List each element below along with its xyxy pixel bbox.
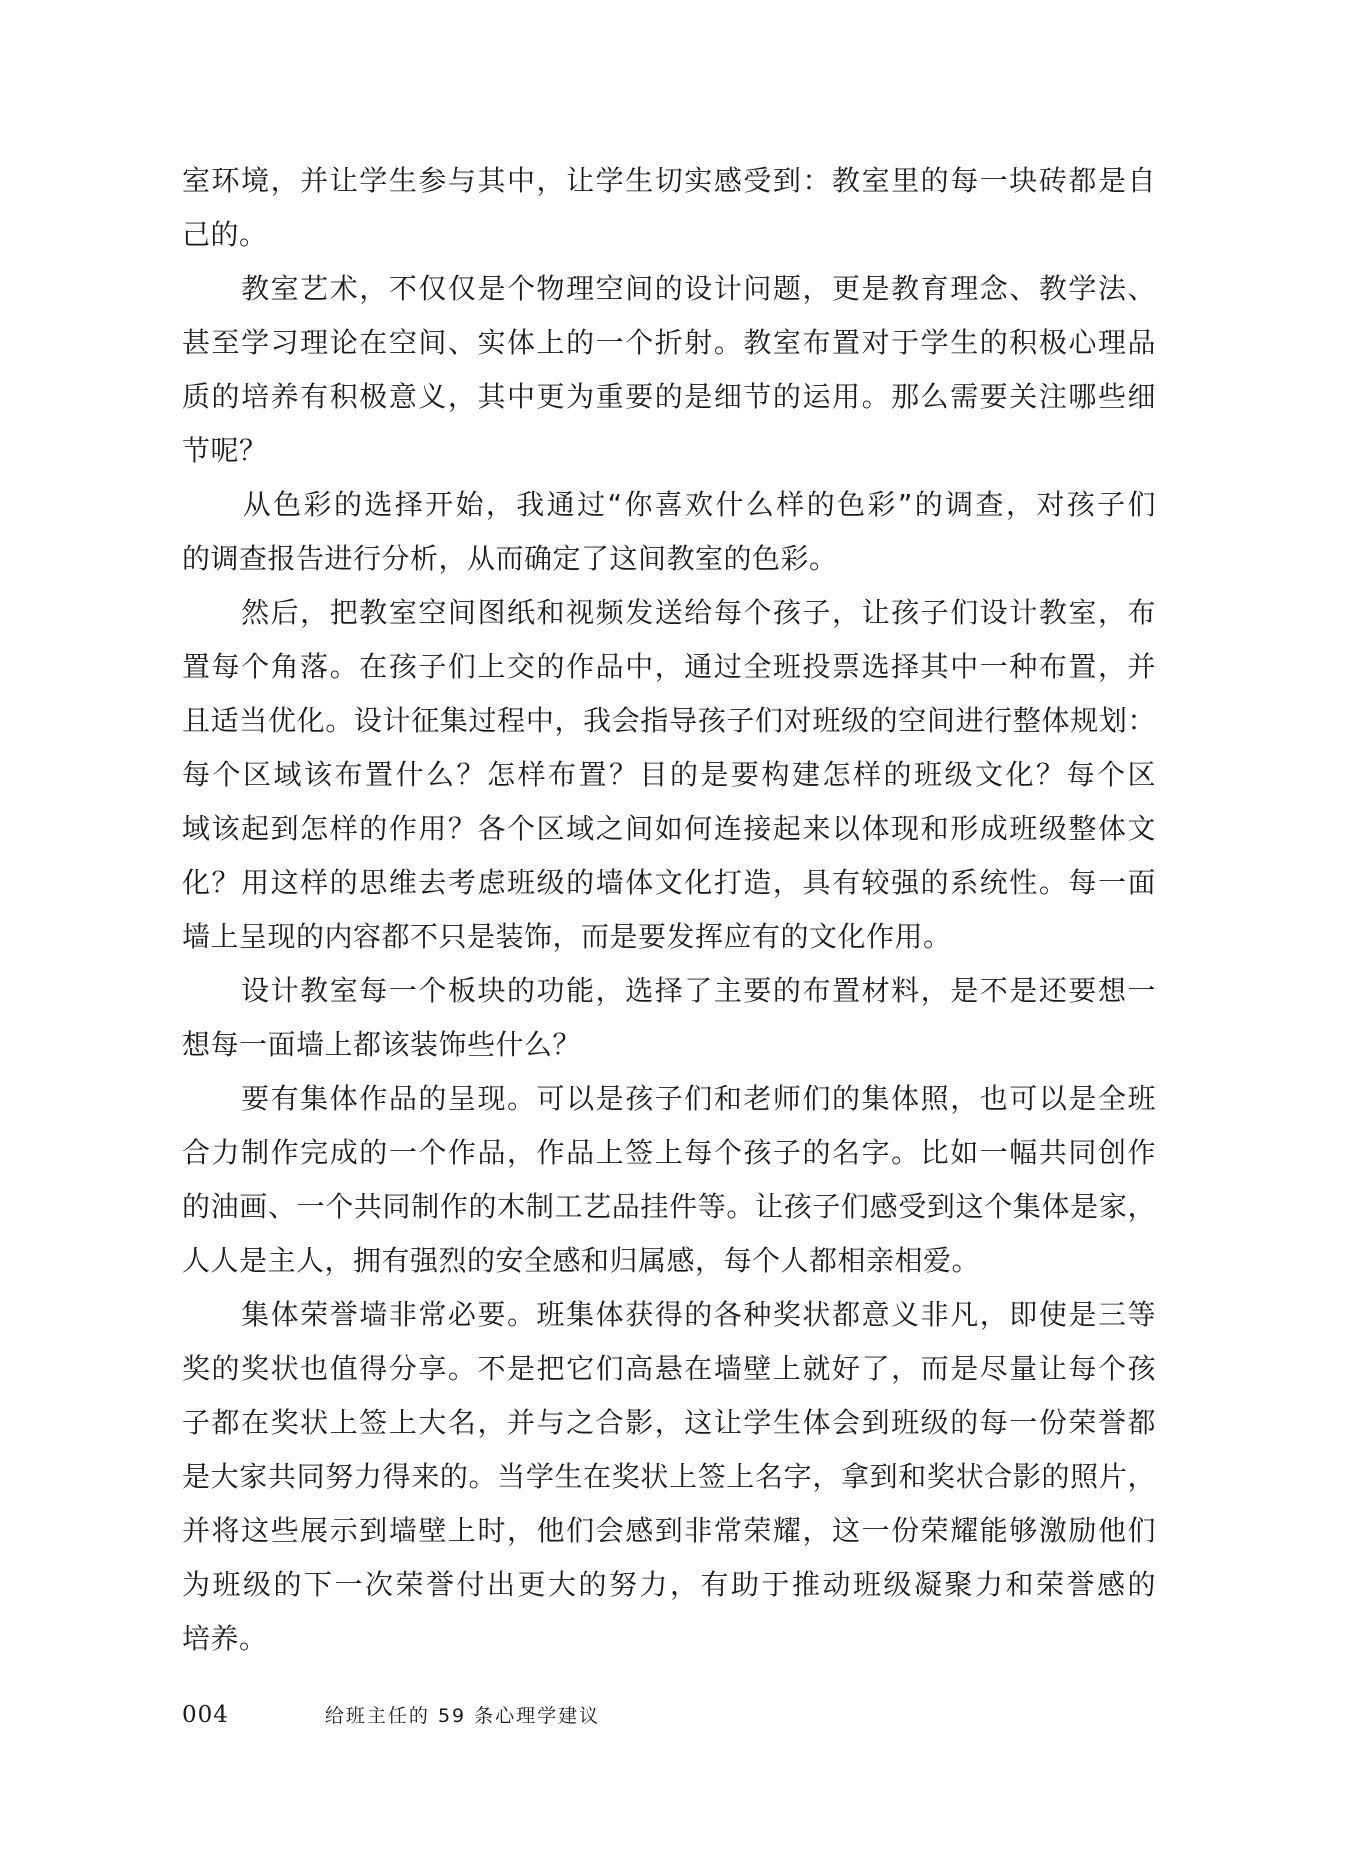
text-line: 的调查报告进行分析，从而确定了这间教室的色彩。	[182, 542, 838, 575]
text-line: 然后，把教室空间图纸和视频发送给每个孩子，让孩子们设计教室，布	[182, 596, 1156, 629]
text-line: 化？用这样的思维去考虑班级的墙体文化打造，具有较强的系统性。每一面	[182, 866, 1156, 899]
text-line: 是大家共同努力得来的。当学生在奖状上签上名字，拿到和奖状合影的照片，	[182, 1460, 1156, 1493]
text-line: 合力制作完成的一个作品，作品上签上每个孩子的名字。比如一幅共同创作	[182, 1136, 1156, 1169]
text-line: 节呢？	[182, 434, 268, 467]
text-line: 并将这些展示到墙壁上时，他们会感到非常荣耀，这一份荣耀能够激励他们	[182, 1514, 1156, 1547]
text-line: 想每一面墙上都该装饰些什么？	[182, 1028, 582, 1061]
text-line: 要有集体作品的呈现。可以是孩子们和老师们的集体照，也可以是全班	[182, 1082, 1156, 1115]
text-line: 设计教室每一个板块的功能，选择了主要的布置材料，是不是还要想一	[182, 974, 1156, 1007]
text-line: 的油画、一个共同制作的木制工艺品挂件等。让孩子们感受到这个集体是家，	[182, 1190, 1156, 1223]
text-line: 奖的奖状也值得分享。不是把它们高悬在墙壁上就好了，而是尽量让每个孩	[182, 1352, 1156, 1385]
body-text	[182, 154, 1156, 1666]
text-line: 质的培养有积极意义，其中更为重要的是细节的运用。那么需要关注哪些细	[182, 380, 1156, 413]
text-line: 甚至学习理论在空间、实体上的一个折射。教室布置对于学生的积极心理品	[182, 326, 1156, 359]
text-line: 置每个角落。在孩子们上交的作品中，通过全班投票选择其中一种布置，并	[182, 650, 1156, 683]
text-line: 己的。	[182, 218, 268, 251]
page-footer	[182, 1701, 600, 1728]
text-line: 每个区域该布置什么？怎样布置？目的是要构建怎样的班级文化？每个区	[182, 758, 1156, 791]
text-line: 为班级的下一次荣誉付出更大的努力，有助于推动班级凝聚力和荣誉感的	[182, 1568, 1156, 1601]
text-line: 子都在奖状上签上大名，并与之合影，这让学生体会到班级的每一份荣誉都	[182, 1406, 1156, 1439]
text-line: 教室艺术，不仅仅是个物理空间的设计问题，更是教育理念、教学法、	[182, 272, 1156, 305]
text-line: 且适当优化。设计征集过程中，我会指导孩子们对班级的空间进行整体规划：	[182, 704, 1156, 737]
running-title: 给班主任的 59 条心理学建议	[324, 1705, 601, 1727]
text-line: 人人是主人，拥有强烈的安全感和归属感，每个人都相亲相爱。	[182, 1244, 981, 1277]
text-line: 从色彩的选择开始，我通过“你喜欢什么样的色彩”的调查，对孩子们	[182, 488, 1156, 521]
text-line: 培养。	[182, 1622, 268, 1655]
page-number: 004	[182, 1702, 229, 1728]
text-line: 集体荣誉墙非常必要。班集体获得的各种奖状都意义非凡，即使是三等	[182, 1298, 1156, 1331]
text-line: 域该起到怎样的作用？各个区域之间如何连接起来以体现和形成班级整体文	[182, 812, 1156, 845]
text-line: 室环境，并让学生参与其中，让学生切实感受到：教室里的每一块砖都是自	[182, 164, 1156, 197]
text-line: 墙上呈现的内容都不只是装饰，而是要发挥应有的文化作用。	[182, 920, 952, 953]
